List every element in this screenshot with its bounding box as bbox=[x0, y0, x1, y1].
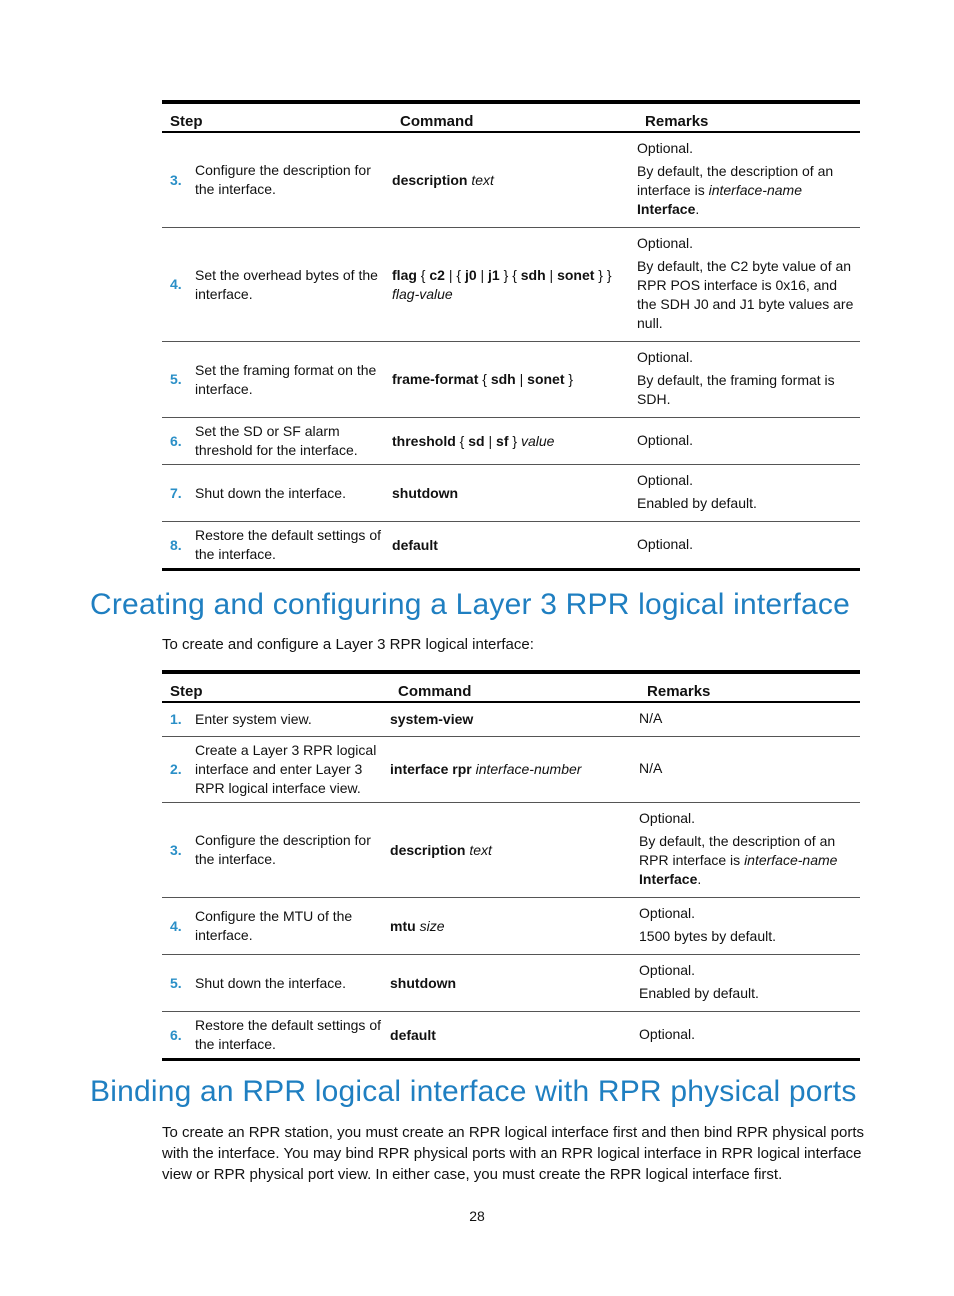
remark-line: Enabled by default. bbox=[639, 985, 759, 1001]
header-command: Command bbox=[392, 102, 637, 132]
remark-line: By default, the description of an RPR interface is interface-name Interface. bbox=[639, 833, 838, 887]
step-number: 5. bbox=[162, 342, 195, 418]
remark-line: Optional. bbox=[637, 431, 694, 448]
remarks-cell bbox=[639, 702, 860, 737]
table-row bbox=[162, 522, 860, 570]
remark-line: Optional. bbox=[639, 905, 696, 921]
step-number: 4. bbox=[162, 898, 195, 955]
step-number: 1. bbox=[162, 702, 195, 737]
step-number: 6. bbox=[162, 418, 195, 465]
command-table-2 bbox=[162, 670, 860, 1061]
step-number: 3. bbox=[162, 132, 195, 228]
remarks-cell bbox=[637, 418, 860, 465]
command-syntax: flag { c2 | { j0 | j1 } { sdh | sonet } } flag-value bbox=[392, 228, 637, 342]
remarks-cell bbox=[637, 522, 860, 570]
remark-line: N/A bbox=[639, 710, 663, 726]
step-description: Set the overhead bytes of the interface. bbox=[195, 228, 392, 342]
remarks-cell bbox=[639, 898, 860, 955]
table-row bbox=[162, 342, 860, 418]
remark-line: N/A bbox=[639, 760, 663, 776]
remark-line: Optional. bbox=[637, 349, 694, 365]
command-syntax: mtu size bbox=[390, 898, 639, 955]
remark-line: 1500 bytes by default. bbox=[639, 928, 777, 944]
command-syntax: interface rpr interface-number bbox=[390, 737, 639, 803]
remarks-cell bbox=[637, 342, 860, 418]
remark-line: By default, the framing format is SDH. bbox=[637, 372, 835, 407]
step-number: 7. bbox=[162, 465, 195, 522]
header-command: Command bbox=[390, 672, 639, 702]
remark-line: Optional. bbox=[639, 810, 696, 826]
remarks-cell bbox=[637, 228, 860, 342]
table-header-row bbox=[162, 672, 860, 702]
step-description: Create a Layer 3 RPR logical interface and enter Layer 3 RPR logical interface view. bbox=[195, 737, 390, 803]
command-syntax: default bbox=[392, 522, 637, 570]
remark-line: By default, the description of an interface is interface-name Interface. bbox=[637, 163, 834, 217]
remarks-cell bbox=[639, 803, 860, 898]
remarks-cell bbox=[637, 132, 860, 228]
step-description: Restore the default settings of the interface. bbox=[195, 1012, 390, 1060]
step-number: 2. bbox=[162, 737, 195, 803]
remark-line: Optional. bbox=[637, 535, 694, 552]
command-table-1 bbox=[162, 100, 860, 571]
remarks-cell bbox=[637, 465, 860, 522]
step-description: Shut down the interface. bbox=[195, 955, 390, 1012]
step-number: 6. bbox=[162, 1012, 195, 1060]
command-syntax: system-view bbox=[390, 702, 639, 737]
command-syntax: default bbox=[390, 1012, 639, 1060]
step-description: Restore the default settings of the interface. bbox=[195, 522, 392, 570]
remark-line: Optional. bbox=[637, 235, 694, 251]
table-row bbox=[162, 465, 860, 522]
remark-line: By default, the C2 byte value of an RPR POS interface is 0x16, and the SDH J0 and J1 byte values are null. bbox=[637, 258, 854, 331]
command-syntax: description text bbox=[392, 132, 637, 228]
step-description: Set the SD or SF alarm threshold for the interface. bbox=[195, 418, 392, 465]
command-syntax: shutdown bbox=[392, 465, 637, 522]
remark-line: Optional. bbox=[639, 962, 696, 978]
step-description: Enter system view. bbox=[195, 702, 390, 737]
section-heading-binding-rpr: Binding an RPR logical interface with RPR physical ports bbox=[90, 1075, 857, 1108]
table-row bbox=[162, 702, 860, 737]
step-number: 3. bbox=[162, 803, 195, 898]
remark-line: Enabled by default. bbox=[637, 495, 757, 511]
remarks-cell bbox=[639, 737, 860, 803]
table-row bbox=[162, 228, 860, 342]
step-description: Configure the description for the interface. bbox=[195, 803, 390, 898]
remarks-cell bbox=[639, 955, 860, 1012]
header-step: Step bbox=[162, 102, 392, 132]
table-header-row bbox=[162, 102, 860, 132]
table-row bbox=[162, 955, 860, 1012]
step-number: 5. bbox=[162, 955, 195, 1012]
table-row bbox=[162, 132, 860, 228]
step-number: 4. bbox=[162, 228, 195, 342]
command-syntax: frame-format { sdh | sonet } bbox=[392, 342, 637, 418]
section-heading-layer3-rpr: Creating and configuring a Layer 3 RPR logical interface bbox=[90, 588, 850, 621]
table-row bbox=[162, 418, 860, 465]
step-number: 8. bbox=[162, 522, 195, 570]
step-description: Shut down the interface. bbox=[195, 465, 392, 522]
step-description: Set the framing format on the interface. bbox=[195, 342, 392, 418]
section-intro: To create and configure a Layer 3 RPR logical interface: bbox=[162, 636, 534, 653]
table-row bbox=[162, 898, 860, 955]
remarks-cell bbox=[639, 1012, 860, 1060]
command-syntax: description text bbox=[390, 803, 639, 898]
command-syntax: threshold { sd | sf } value bbox=[392, 418, 637, 465]
header-step: Step bbox=[162, 672, 390, 702]
section-body-paragraph: To create an RPR station, you must create an RPR logical interface first and then bind RPR physical ports with the interface. You may bind RPR physical ports with an RPR logical interface in RPR logical interface view or RPR physical port view. In either case, you must create the RPR logical interface first. bbox=[162, 1124, 865, 1183]
command-syntax: shutdown bbox=[390, 955, 639, 1012]
table-row bbox=[162, 1012, 860, 1060]
header-remarks: Remarks bbox=[639, 672, 860, 702]
header-remarks: Remarks bbox=[637, 102, 860, 132]
remark-line: Optional. bbox=[639, 1025, 696, 1042]
remark-line: Optional. bbox=[637, 140, 694, 156]
page-number: 28 bbox=[469, 1208, 485, 1224]
table-row bbox=[162, 737, 860, 803]
table-row bbox=[162, 803, 860, 898]
remark-line: Optional. bbox=[637, 472, 694, 488]
step-description: Configure the MTU of the interface. bbox=[195, 898, 390, 955]
step-description: Configure the description for the interface. bbox=[195, 132, 392, 228]
